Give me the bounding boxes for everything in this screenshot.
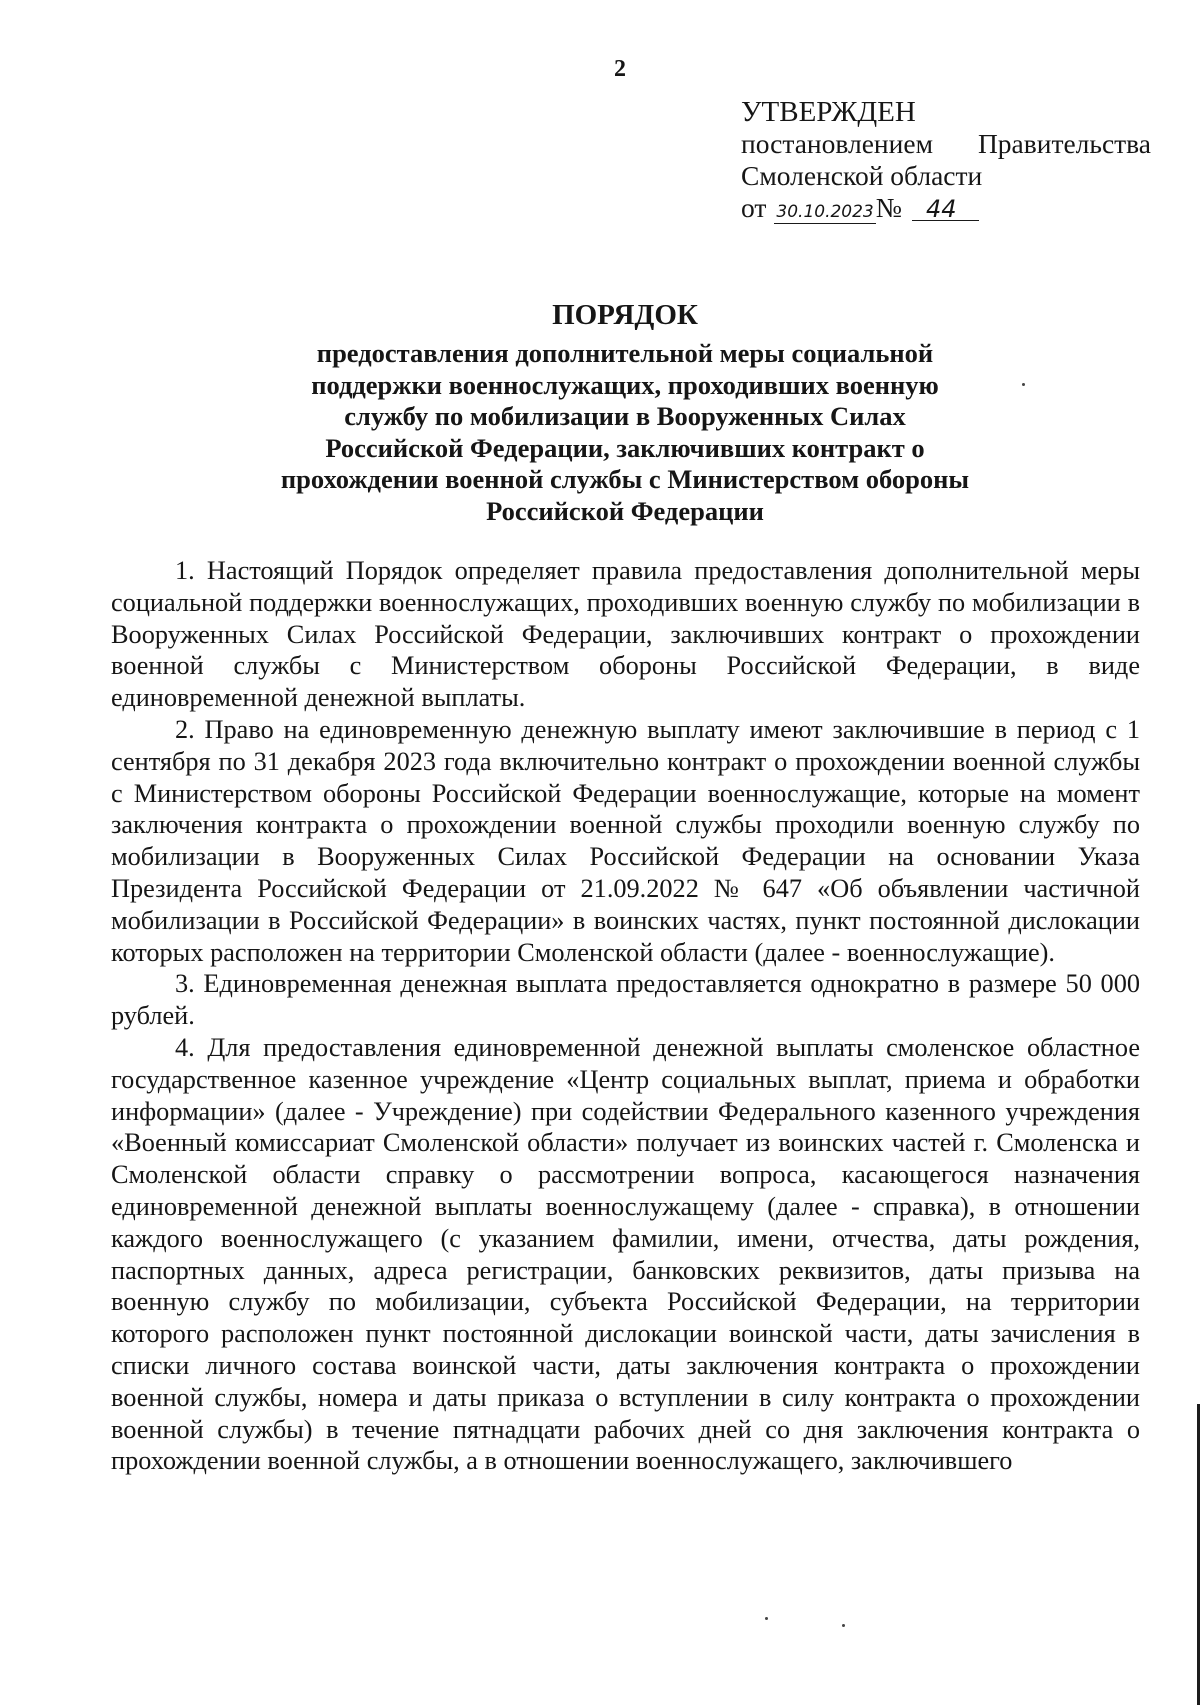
approval-line-2: Смоленской области — [741, 160, 983, 191]
paragraph-2: 2. Право на единовременную денежную выплату имеют заключившие в период с 1 сентября по 31 декабря 2023 года включительно контракт о прохождении военной службы с Министерством обороны Российской Федерации военнослужащие, которые на момент заключения контракта о прохождении военной службы проходили военную службу по мобилизации в Вооруженных Силах Российской Федерации на основании Указа Президента Российской Федерации от 21.09.2022 № 647 «Об объявлении частичной мобилизации в Российской Федерации» в воинских частях, пункт постоянной дислокации которых расположен на территории Смоленской области (далее - военнослужащие). — [111, 714, 1140, 967]
page-number: 2 — [614, 56, 626, 82]
approval-number-sign: № — [875, 192, 902, 223]
approval-heading: УТВЕРЖДЕН — [741, 96, 916, 128]
approval-line-1-left: постановлением — [741, 128, 933, 159]
handwritten-number: 44 — [912, 198, 979, 221]
document-title: ПОРЯДОК — [552, 299, 698, 331]
approval-line-1 — [741, 128, 1151, 160]
handwritten-date: 30.10.2023 — [776, 202, 874, 222]
paragraph-1: 1. Настоящий Порядок определяет правила предоставления дополнительной меры социальной поддержки военнослужащих, проходивших военную службу по мобилизации в Вооруженных Силах Российской Федерации, заключивших контракт о прохождении военной службы с Министерством обороны Российской Федерации, в виде единовременной денежной выплаты. — [111, 556, 1140, 713]
approval-date-prefix: от — [741, 192, 767, 223]
approval-stamp — [741, 96, 1151, 224]
scan-speck — [1022, 383, 1025, 386]
document-subtitle: предоставления дополнительной меры социальной поддержки военнослужащих, проходивших военную службу по мобилизации в Вооруженных Силах Российской Федерации, заключивших контракт о прохождении военной службы с Министерством обороны Российской Федерации — [280, 338, 970, 526]
scan-speck — [765, 1617, 768, 1620]
approval-line-1-right: Правительства — [977, 128, 1151, 159]
scan-speck — [842, 1624, 845, 1627]
approval-date-line — [741, 192, 1151, 224]
paragraph-4: 4. Для предоставления единовременной денежной выплаты смоленское областное государственное казенное учреждение «Центр социальных выплат, приема и обработки информации» (далее - Учреждение) при содействии Федерального казенного учреждения «Военный комиссариат Смоленской области» получает из воинских частей г. Смоленска и Смоленской области справку о рассмотрении вопроса, касающегося назначения единовременной денежной выплаты военнослужащему (далее - справка), в отношении каждого военнослужащего (с указанием фамилии, имени, отчества, даты рождения, паспортных данных, адреса регистрации, банковских реквизитов, даты призыва на военную службу по мобилизации, субъекта Российской Федерации, на территории которого расположен пункт постоянной дислокации воинской части, даты зачисления в списки личного состава воинской части, даты заключения контракта о прохождении военной службы, номера и даты приказа о вступлении в силу контракта о прохождении военной службы) в течение пятнадцати рабочих дней со дня заключения контракта о прохождении военной службы, а в отношении военнослужащего, заключившего — [111, 1032, 1140, 1476]
document-title-block — [110, 296, 1140, 527]
paragraph-3: 3. Единовременная денежная выплата предоставляется однократно в размере 50 000 рублей. — [111, 969, 1140, 1031]
document-body — [111, 555, 1140, 1477]
